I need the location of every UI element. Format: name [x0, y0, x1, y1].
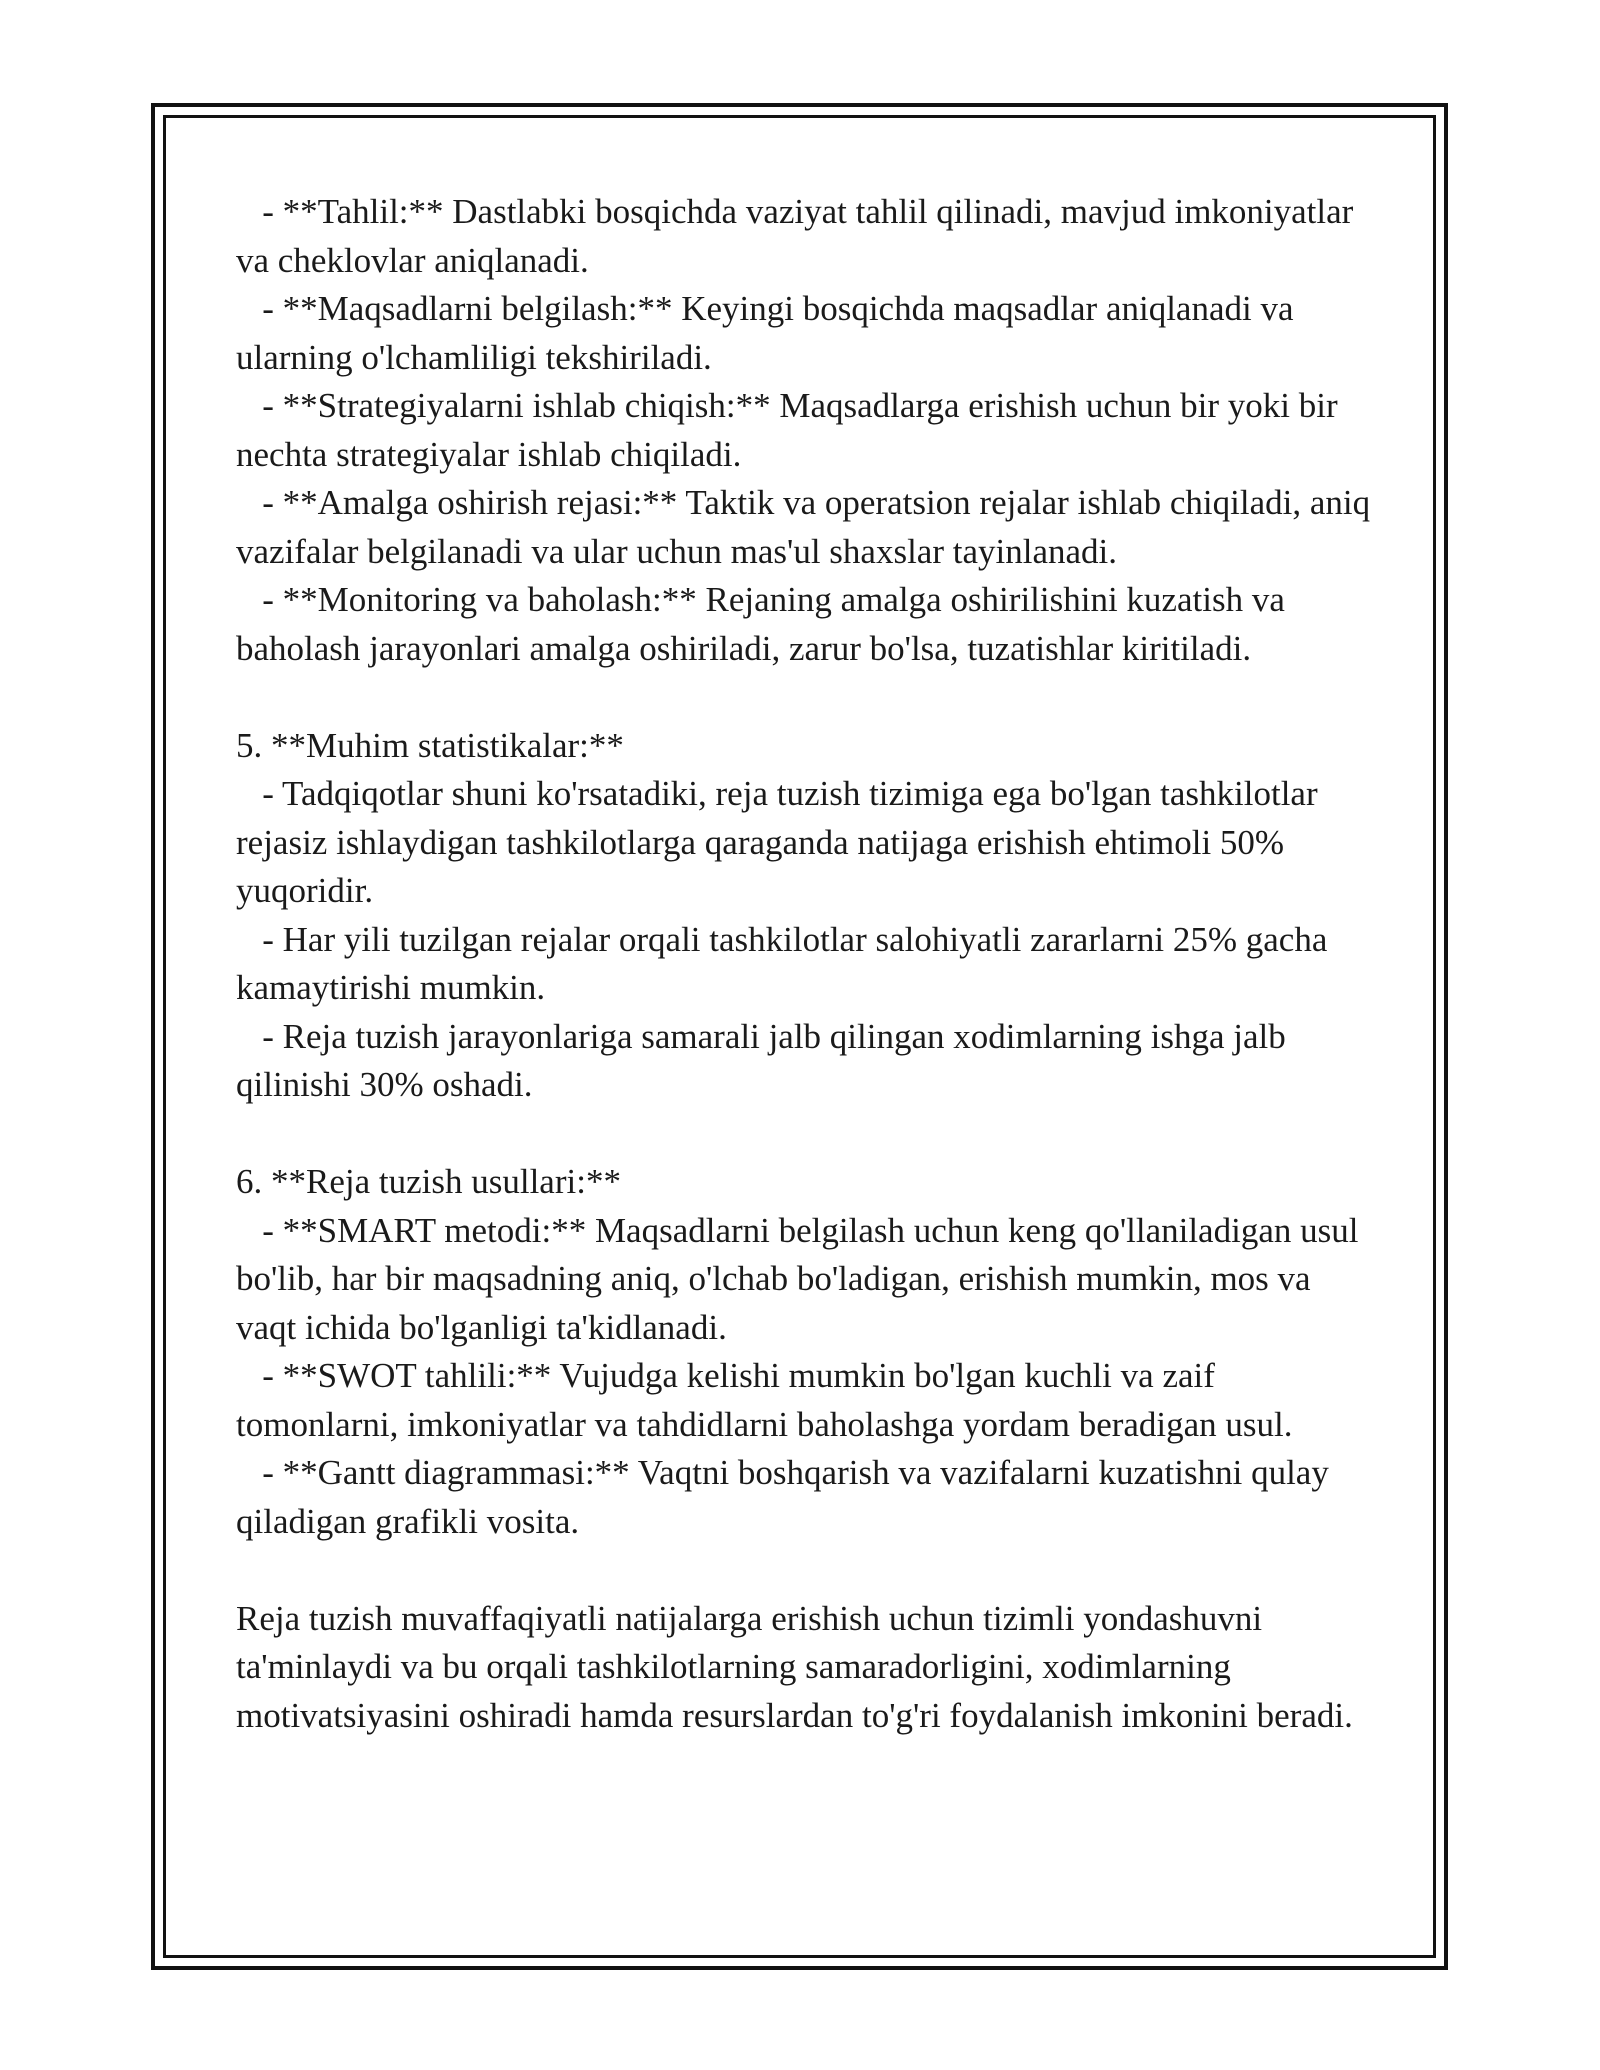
step-implementation-plan: - **Amalga oshirish rejasi:** Taktik va operatsion rejalar ishlab chiqiladi, aniq vazifalar belgilanadi va ular uchun mas'ul shaxslar tayinlanadi. — [236, 483, 1379, 571]
step-monitoring: - **Monitoring va baholash:** Rejaning amalga oshirilishini kuzatish va baholash jarayonlari amalga oshiriladi, zarur bo'lsa, tuzatishlar kiritiladi. — [236, 580, 1294, 668]
step-analysis: - **Tahlil:** Dastlabki bosqichda vaziyat tahlil qilinadi, mavjud imkoniyatlar va cheklovlar aniqlanadi. — [236, 192, 1363, 280]
step-strategy-development: - **Strategiyalarni ishlab chiqish:** Maqsadlarga erishish uchun bir yoki bir nechta strategiyalar ishlab chiqiladi. — [236, 386, 1347, 474]
blank-line — [236, 673, 1376, 722]
document-body — [236, 188, 1379, 1740]
statistic-item-3: - Reja tuzish jarayonlariga samarali jalb qilingan xodimlarning ishga jalb qilinishi 30% oshadi. — [236, 1016, 1295, 1104]
step-goal-setting: - **Maqsadlarni belgilash:** Keyingi bosqichda maqsadlar aniqlanadi va ularning o'lchamliligi tekshiriladi. — [236, 289, 1303, 377]
method-swot: - **SWOT tahlili:** Vujudga kelishi mumkin bo'lgan kuchli va zaif tomonlarni, imkoniyatlar va tahdidlarni baholashga yordam beradigan usul. — [236, 1356, 1293, 1444]
method-smart: - **SMART metodi:** Maqsadlarni belgilash uchun keng qo'llaniladigan usul bo'lib, har bir maqsadning aniq, o'lchab bo'ladigan, erishish mumkin, mos va vaqt ichida bo'lganligi ta'kidlanadi. — [236, 1210, 1368, 1347]
conclusion-paragraph: Reja tuzish muvaffaqiyatli natijalarga erishish uchun tizimli yondashuvni ta'minlaydi va bu orqali tashkilotlarning samaradorligini, xodimlarning motivatsiyasini oshiradi hamda resurslardan to'g'ri foydalanish imkonini beradi. — [236, 1598, 1353, 1735]
statistic-item-1: - Tadqiqotlar shuni ko'rsatadiki, reja tuzish tizimiga ega bo'lgan tashkilotlar rejasiz ishlaydigan tashkilotlarga qaraganda natijaga erishish ehtimoli 50% yuqoridir. — [236, 774, 1327, 910]
section-6-heading: 6. **Reja tuzish usullari:** — [236, 1162, 621, 1201]
statistic-item-2: - Har yili tuzilgan rejalar orqali tashkilotlar salohiyatli zararlarni 25% gacha kamaytirishi mumkin. — [236, 919, 1337, 1007]
blank-line — [236, 1546, 1376, 1595]
blank-line — [236, 1110, 1376, 1159]
section-5-heading: 5. **Muhim statistikalar:** — [236, 725, 624, 765]
method-gantt: - **Gantt diagrammasi:** Vaqtni boshqarish va vazifalarni kuzatishni qulay qiladigan grafikli vosita. — [236, 1453, 1338, 1541]
